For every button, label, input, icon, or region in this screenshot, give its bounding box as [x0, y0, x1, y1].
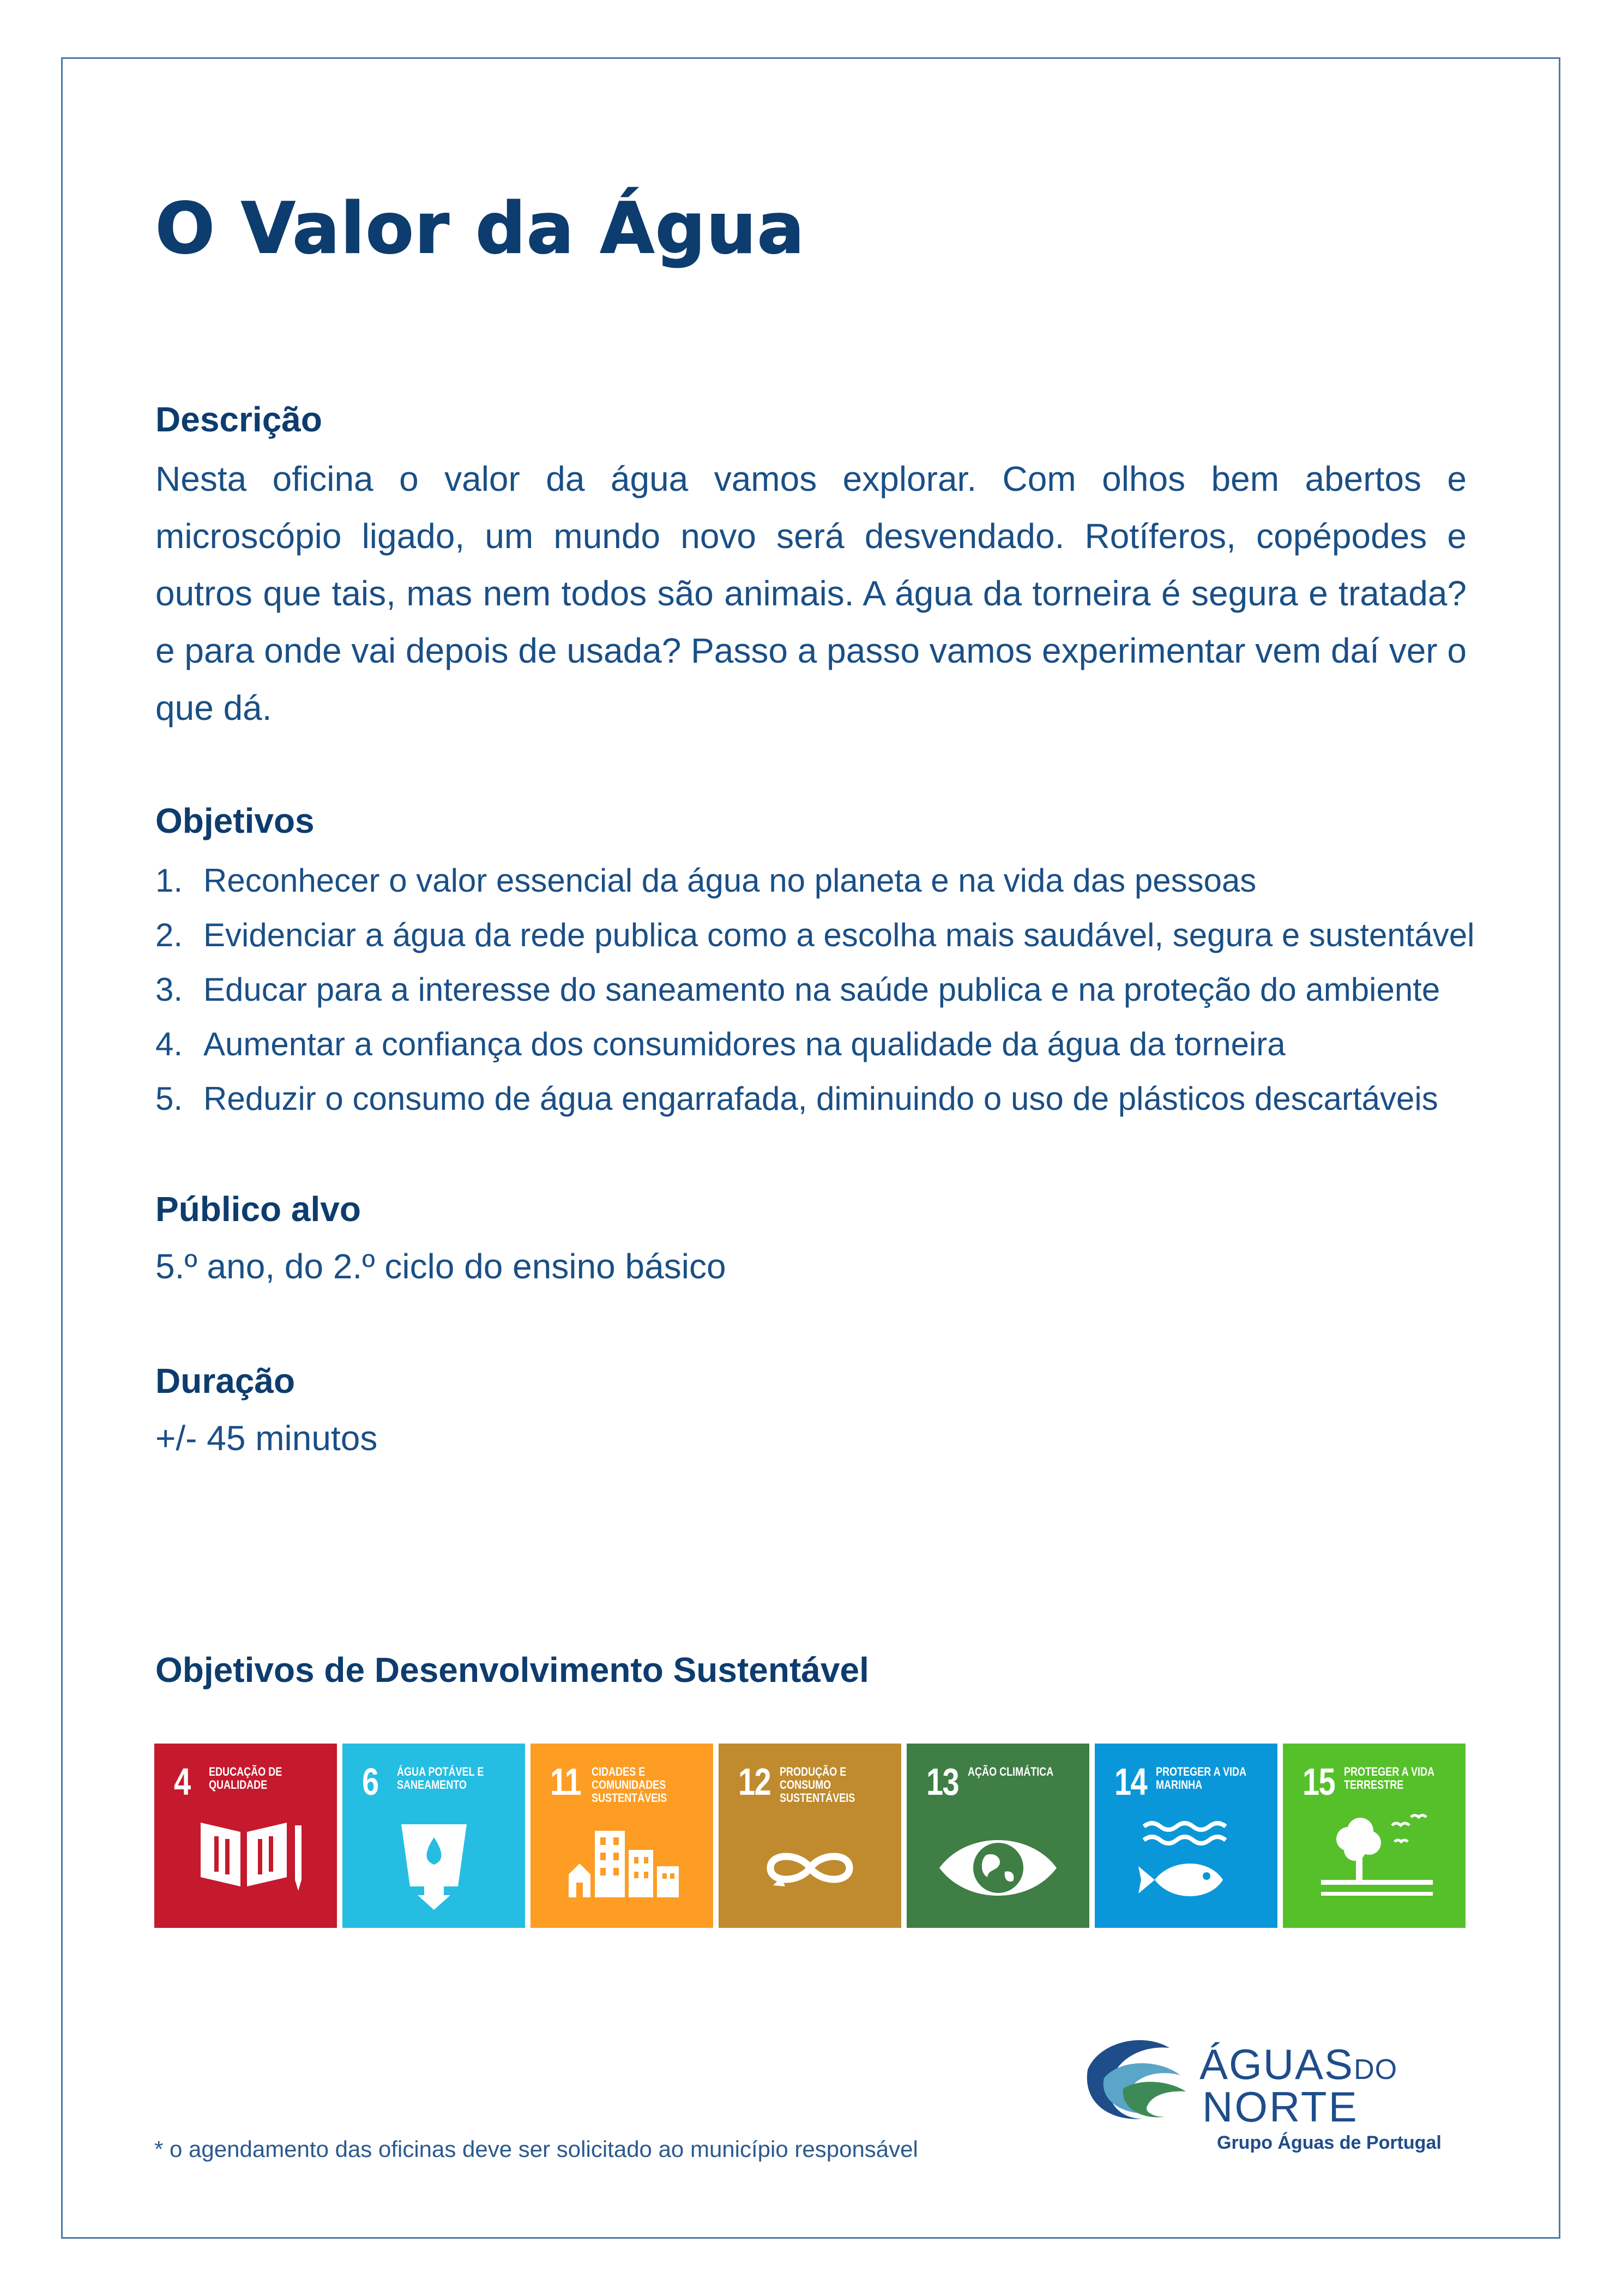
objectives-list [155, 854, 1474, 1126]
sdg-tiles [154, 1744, 1466, 1928]
sdg-tile-15: 15 PROTEGER A VIDA TERRESTRE [1283, 1744, 1466, 1928]
description-text: Nesta oficina o valor da água vamos explorar. Com olhos bem abertos e microscópio ligado, um mundo novo será desvendado. Rotíferos, copépodes e outros que tais, mas nem todos são animais. A água da torneira é segura e tratada? e para onde vai depois de usada? Passo a passo vamos experimentar vem daí ver o que dá. [155, 459, 1467, 728]
duration-text: +/- 45 minutos [155, 1419, 378, 1458]
audience-text: 5.º ano, do 2.º ciclo do ensino básico [155, 1247, 726, 1286]
logo-group-text: Grupo Águas de Portugal [1217, 2132, 1442, 2153]
audience-heading: Público alvo [155, 1189, 361, 1229]
water-glass-icon [342, 1744, 525, 1928]
sdg-heading: Objetivos de Desenvolvimento Sustentável [155, 1650, 869, 1690]
duration-heading: Duração [155, 1361, 296, 1401]
logo-name-line-2: NORTE [1202, 2083, 1359, 2131]
tree-birds-icon [1283, 1744, 1466, 1928]
page-title: O Valor da Água [155, 188, 806, 269]
sdg-tile-13: 13 AÇÃO CLIMÁTICA [907, 1744, 1089, 1928]
footnote: * o agendamento das oficinas deve ser solicitado ao município responsável [154, 2136, 918, 2162]
infinity-icon [719, 1744, 901, 1928]
list-item: 5. Reduzir o consumo de água engarrafada, diminuindo o uso de plásticos descartáveis [155, 1080, 1438, 1117]
list-item: 4. Aumentar a confiança dos consumidores na qualidade da água da torneira [155, 1026, 1286, 1062]
objectives-heading: Objetivos [155, 801, 315, 840]
sdg-tile-14: 14 PROTEGER A VIDA MARINHA [1095, 1744, 1277, 1928]
logo-name-line-1: ÁGUASDO [1199, 2040, 1398, 2088]
list-item: 2. Evidenciar a água da rede publica como a escolha mais saudável, segura e sustentável [155, 917, 1475, 953]
sdg-tile-6: 6 ÁGUA POTÁVEL E SANEAMENTO [342, 1744, 525, 1928]
fish-waves-icon [1095, 1744, 1277, 1928]
book-pencil-icon [154, 1744, 337, 1928]
list-item: 1. Reconhecer o valor essencial da água no planeta e na vida das pessoas [155, 862, 1257, 899]
sdg-tile-12: 12 PRODUÇÃO E CONSUMO SUSTENTÁVEIS [719, 1744, 901, 1928]
sdg-tile-4: 4 EDUCAÇÃO DE QUALIDADE [154, 1744, 337, 1928]
sdg-tile-11: 11 CIDADES E COMUNIDADES SUSTENTÁVEIS [530, 1744, 713, 1928]
list-item: 3. Educar para a interesse do saneamento na saúde publica e na proteção do ambiente [155, 971, 1440, 1008]
eye-globe-icon [907, 1744, 1089, 1928]
description-heading: Descrição [155, 400, 322, 439]
buildings-icon [530, 1744, 713, 1928]
